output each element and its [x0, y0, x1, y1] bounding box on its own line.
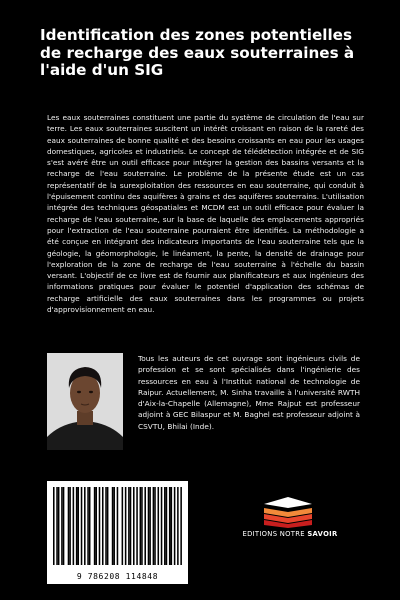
barcode-bar	[130, 487, 132, 565]
barcode-bar	[180, 487, 182, 565]
publisher-name	[226, 530, 354, 538]
barcode-bar	[81, 487, 83, 565]
barcode-bar	[102, 487, 104, 565]
barcode-bar	[169, 487, 171, 565]
barcode-bar	[125, 487, 127, 565]
barcode-bar	[128, 487, 130, 565]
barcode-bar	[164, 487, 166, 565]
barcode-bar	[166, 487, 168, 565]
isbn-number: 9 786208 114848	[76, 572, 159, 581]
barcode-bar	[77, 487, 79, 565]
barcode-bar	[177, 487, 179, 565]
barcode-bar	[87, 487, 89, 565]
photo-eye-left	[77, 391, 81, 393]
barcode-bar	[56, 487, 58, 565]
barcode-bar	[95, 487, 97, 565]
barcode-bar	[149, 487, 151, 565]
barcode-bar	[84, 487, 86, 565]
barcode-bar	[133, 487, 135, 565]
barcode-bar	[69, 487, 71, 565]
barcode-bar	[53, 487, 55, 565]
barcode-bar	[122, 487, 124, 565]
barcode-bar	[161, 487, 163, 565]
book-title: Identification des zones potentielles de recharge des eaux souterraines à l'aide d'un SIG	[40, 26, 355, 79]
barcode-bar	[171, 487, 173, 565]
barcode-bar	[112, 487, 114, 565]
barcode-bar	[63, 487, 65, 565]
barcode-bar	[89, 487, 91, 565]
photo-eye-right	[89, 391, 93, 393]
author-portrait-image	[47, 353, 123, 450]
publisher-name-light: EDITIONS NOTRE	[242, 530, 308, 538]
barcode-bar	[174, 487, 176, 565]
publisher-name-bold: SAVOIR	[307, 530, 338, 538]
barcode-bar	[58, 487, 60, 565]
barcode-bar	[141, 487, 143, 565]
barcode-bar	[144, 487, 146, 565]
book-abstract: Les eaux souterraines constituent une partie du système de circulation de l'eau sur terre. Les eaux souterraines suscitent un intérêt croissant en raison de la rareté des eaux souterraines de bonne qualité et des besoins croissants en eau pour les usages domestiques, agricoles et industriels. Le concept de télédétection intégrée et de SIG s'est avéré être un outil efficace pour intégrer la gestion des bassins versants et la recharge de l'eau souterraine. Le problème de la présente étude est un cas représentatif de la surexploitation des ressources en eau souterraine, qui conduit à l'épuisement continu des aquifères à grains et des aquifères souterrains. L'utilisation intégrée des techniques géospatiales et MCDM est un outil efficace pour évaluer la recharge de l'eau souterraine, sur la base de laquelle des emplacements appropriés pour l'extraction de l'eau souterraine pourraient être identifiés. La méthodologie a été conçue en intégrant des indicateurs importants de l'eau souterraine tels que la géologie, la géomorphologie, le linéament, la pente, la densité de drainage pour l'exploration de la zone de recharge de l'eau souterraine à l'échelle du bassin versant. L'objectif de ce livre est de fournir aux planificateurs et aux ingénieurs des informations pratiques pour évaluer le potentiel d'application des schémas de recharge artificielle des eaux souterraines dans les programmes ou projets d'approvisionnement en eau.	[47, 113, 364, 315]
barcode-bar	[76, 487, 78, 565]
barcode-bar	[148, 487, 150, 565]
barcode-bar	[154, 487, 156, 565]
barcode-bar	[153, 487, 155, 565]
barcode-bar	[61, 487, 63, 565]
barcode-bar	[113, 487, 115, 565]
barcode-bar	[117, 487, 119, 565]
barcode-bar	[73, 487, 75, 565]
barcode-bar	[107, 487, 109, 565]
publisher-logo-icon	[260, 494, 316, 528]
barcode-bar	[99, 487, 101, 565]
photo-neck	[77, 411, 93, 425]
barcode-bar	[68, 487, 70, 565]
isbn-barcode	[47, 481, 188, 584]
barcode-bar	[140, 487, 142, 565]
barcode-bar	[136, 487, 138, 565]
author-photo	[47, 353, 123, 450]
barcode-bar	[105, 487, 107, 565]
barcode-bars	[53, 487, 182, 565]
author-bio: Tous les auteurs de cet ouvrage sont ingénieurs civils de profession et se sont spécialisés dans l'ingénierie des ressources en eau à l'Institut national de technologie de Raipur. Actuellement, M. Sinha travaille à l'université RWTH d'Aix-la-Chapelle (Allemagne), Mme Rajput est professeur adjoint à GEC Bilaspur et M. Baghel est professeur adjoint à CSVTU, Bhilai (Inde).	[138, 354, 360, 431]
barcode-bar	[94, 487, 96, 565]
barcode-bar	[158, 487, 160, 565]
logo-roof-stroke	[264, 497, 312, 508]
